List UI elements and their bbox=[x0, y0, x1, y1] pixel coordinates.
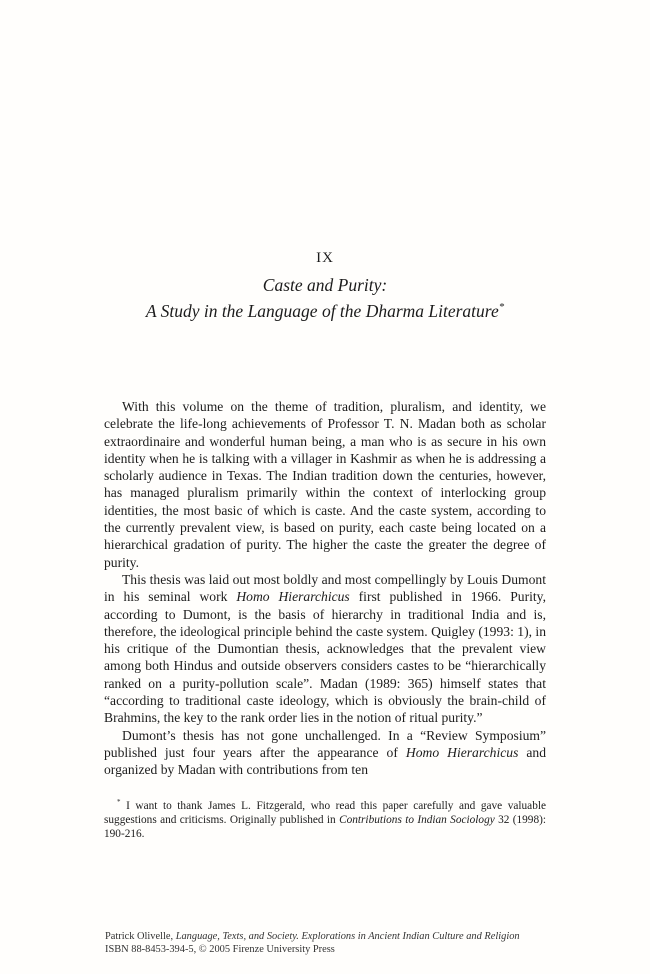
chapter-title: Caste and Purity: bbox=[262, 275, 388, 295]
footnote: * I want to thank James L. Fitzgerald, who read this paper carefully and gave valuable suggestions and criticisms. Originally published in Contributions to Indian Sociology 32 (1998): 190-216. bbox=[104, 797, 546, 841]
paragraph-2: This thesis was laid out most boldly and most compellingly by Louis Dumont in his seminal work Homo Hierarchicus first published in 1966. Purity, according to Dumont, is the basis of hierarchy in traditional India and is, therefore, the ideological principle behind the caste system. Quigley (1993: 1), in his critique of the Dumontian thesis, acknowledges that the prevalent view among both Hindus and outside observers considers castes to be “hierarchically ranked on a purity-pollution scale”. Madan (1989: 365) himself states that “according to traditional caste ideology, which is obviously the brain-child of Brahmins, the key to the rank order lies in the notion of ritual purity.” bbox=[104, 571, 546, 726]
paragraph-1: With this volume on the theme of tradition, pluralism, and identity, we celebrate the life-long achievements of Professor T. N. Madan both as scholar extraordinaire and wonderful human being, a man who is as secure in his own identity when he is talking with a villager in Kashmir as when he is addressing a scholarly audience in Texas. The Indian tradition down the centuries, however, has managed pluralism primarily within the context of interlocking group identities, the most basic of which is caste. And the caste system, according to the currently prevalent view, is based on purity, each caste being located on a hierarchical gradation of purity. The higher the caste the greater the degree of purity. bbox=[104, 399, 546, 570]
chapter-subtitle: A Study in the Language of the Dharma Literature* bbox=[145, 301, 505, 321]
imprint-line-2: ISBN 88-8453-394-5, © 2005 Firenze University Press bbox=[105, 944, 335, 955]
chapter-heading bbox=[0, 250, 650, 322]
imprint-footer bbox=[105, 930, 570, 956]
body-text bbox=[104, 398, 546, 779]
imprint-line-1: Patrick Olivelle, Language, Texts, and Society. Explorations in Ancient Indian Culture and Religion bbox=[105, 931, 520, 942]
chapter-number: IX bbox=[316, 250, 334, 266]
paragraph-3: Dumont’s thesis has not gone unchallenged. In a “Review Symposium” published just four years after the appearance of Homo Hierarchicus and organized by Madan with contributions from ten bbox=[104, 727, 546, 778]
